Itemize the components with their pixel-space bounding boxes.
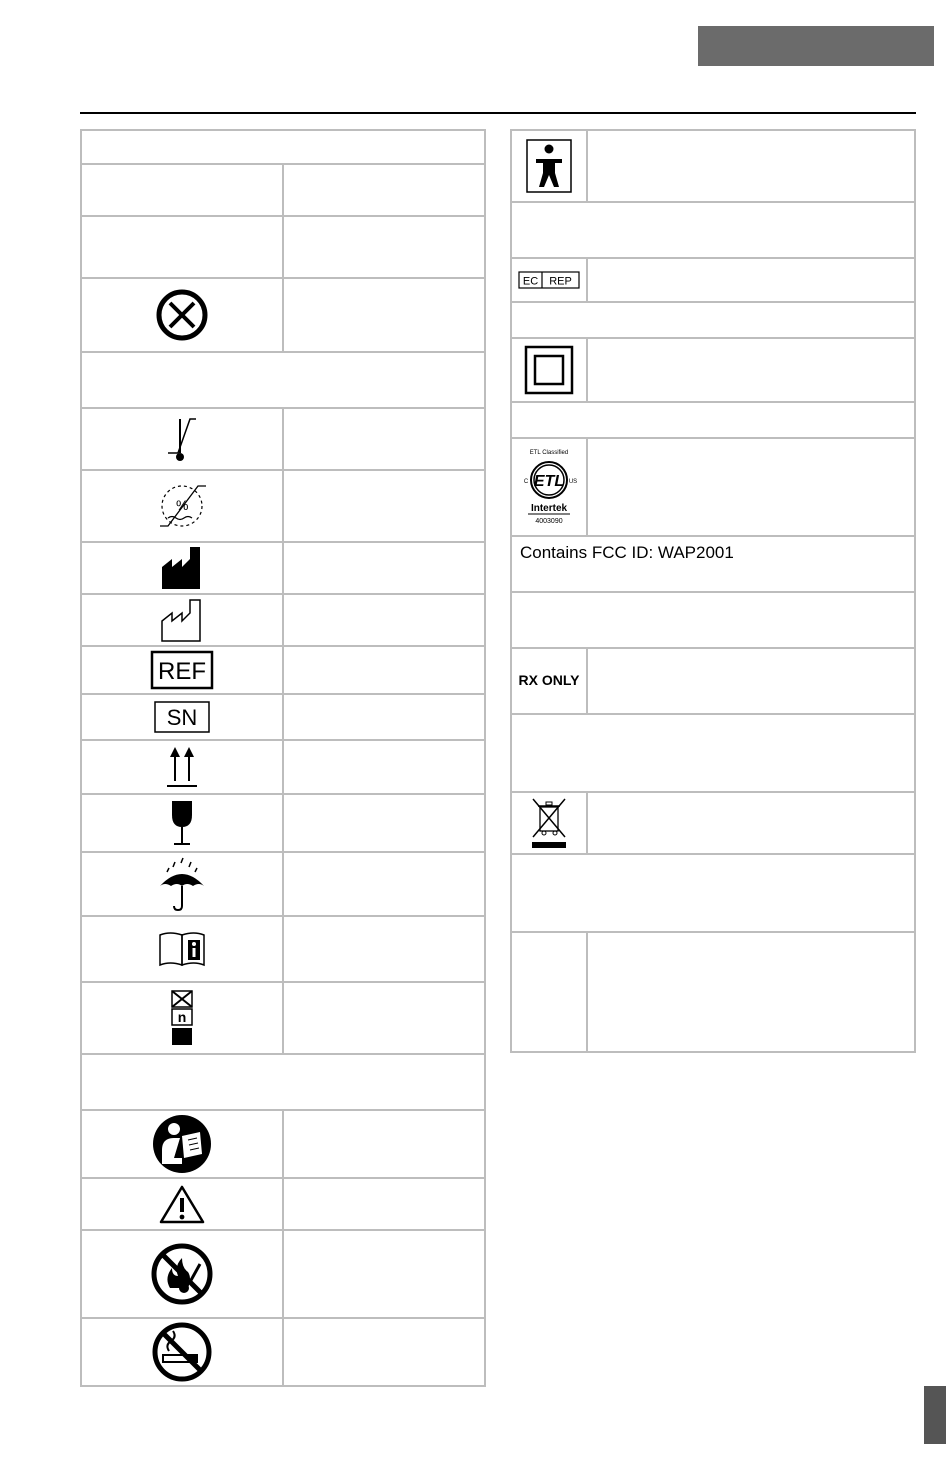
ecrep-left-label: EC [522, 275, 539, 288]
fragile-icon [81, 794, 283, 852]
description-cell [587, 648, 915, 714]
description-cell [587, 792, 915, 854]
description-cell [283, 694, 485, 740]
description-cell [587, 130, 915, 202]
svg-text:%: % [176, 497, 189, 513]
description-cell [587, 338, 915, 402]
description-cell [283, 278, 485, 352]
section-header-row [81, 352, 485, 408]
rx-only-label: RX ONLY [518, 672, 580, 688]
description-cell [587, 438, 915, 536]
ec-rep-icon [511, 258, 587, 302]
warning-icon [81, 1178, 283, 1230]
symbols-table-right [510, 129, 916, 1053]
symbol-cell [81, 216, 283, 278]
description-cell [283, 542, 485, 594]
section-header-row [511, 714, 915, 792]
read-manual-icon [81, 1110, 283, 1178]
keep-dry-icon [81, 852, 283, 916]
section-header-row [511, 854, 915, 932]
description-cell [283, 594, 485, 646]
etl-mark-label: ETL [533, 473, 565, 490]
description-cell [283, 470, 485, 542]
ref-catalog-number-icon [81, 646, 283, 694]
ecrep-right-label: REP [549, 275, 572, 288]
weee-disposal-icon [511, 792, 587, 854]
stack-n-label: n [177, 1009, 187, 1025]
class-ii-equipment-icon [511, 338, 587, 402]
do-not-reuse-icon [81, 278, 283, 352]
rx-only-cell [511, 648, 587, 714]
manufacturer-icon [81, 542, 283, 594]
section-header-row [511, 202, 915, 258]
sn-label: SN [166, 705, 198, 730]
etl-c-label: C [523, 479, 529, 485]
type-bf-applied-part-icon [511, 130, 587, 202]
etl-intertek-label: Intertek [530, 503, 568, 514]
symbol-cell [511, 932, 587, 1052]
temperature-limit-icon [81, 408, 283, 470]
description-cell [283, 164, 485, 216]
etl-classified-label: ETL Classified [529, 450, 569, 456]
section-header-row [511, 592, 915, 648]
description-cell [283, 646, 485, 694]
etl-us-label: US [568, 479, 578, 485]
description-cell [283, 408, 485, 470]
humidity-limit-icon [81, 470, 283, 542]
section-header-row [81, 1054, 485, 1110]
section-header-row [511, 402, 915, 438]
header-rule [80, 112, 916, 114]
description-cell [283, 1318, 485, 1386]
etl-mark-icon [511, 438, 587, 536]
section-header-row [81, 130, 485, 164]
description-cell [283, 1230, 485, 1318]
description-cell [283, 216, 485, 278]
ref-label: REF [158, 658, 206, 685]
description-cell [283, 916, 485, 982]
description-cell [587, 258, 915, 302]
date-of-manufacture-icon [81, 594, 283, 646]
fcc-id-text: Contains FCC ID: WAP2001 [511, 536, 915, 592]
description-cell [283, 1110, 485, 1178]
description-cell [283, 982, 485, 1054]
this-way-up-icon [81, 740, 283, 794]
description-cell [587, 932, 915, 1052]
symbols-table-left [80, 129, 486, 1387]
description-cell [283, 1178, 485, 1230]
consult-instructions-icon [81, 916, 283, 982]
description-cell [283, 794, 485, 852]
symbol-cell [81, 164, 283, 216]
stacking-limit-icon [81, 982, 283, 1054]
no-smoking-icon [81, 1318, 283, 1386]
etl-number-label: 4003090 [535, 518, 563, 525]
section-header-row [511, 302, 915, 338]
serial-number-icon [81, 694, 283, 740]
section-tab [698, 26, 934, 66]
no-open-flame-icon [81, 1230, 283, 1318]
page-edge-tab [924, 1386, 946, 1444]
description-cell [283, 740, 485, 794]
description-cell [283, 852, 485, 916]
